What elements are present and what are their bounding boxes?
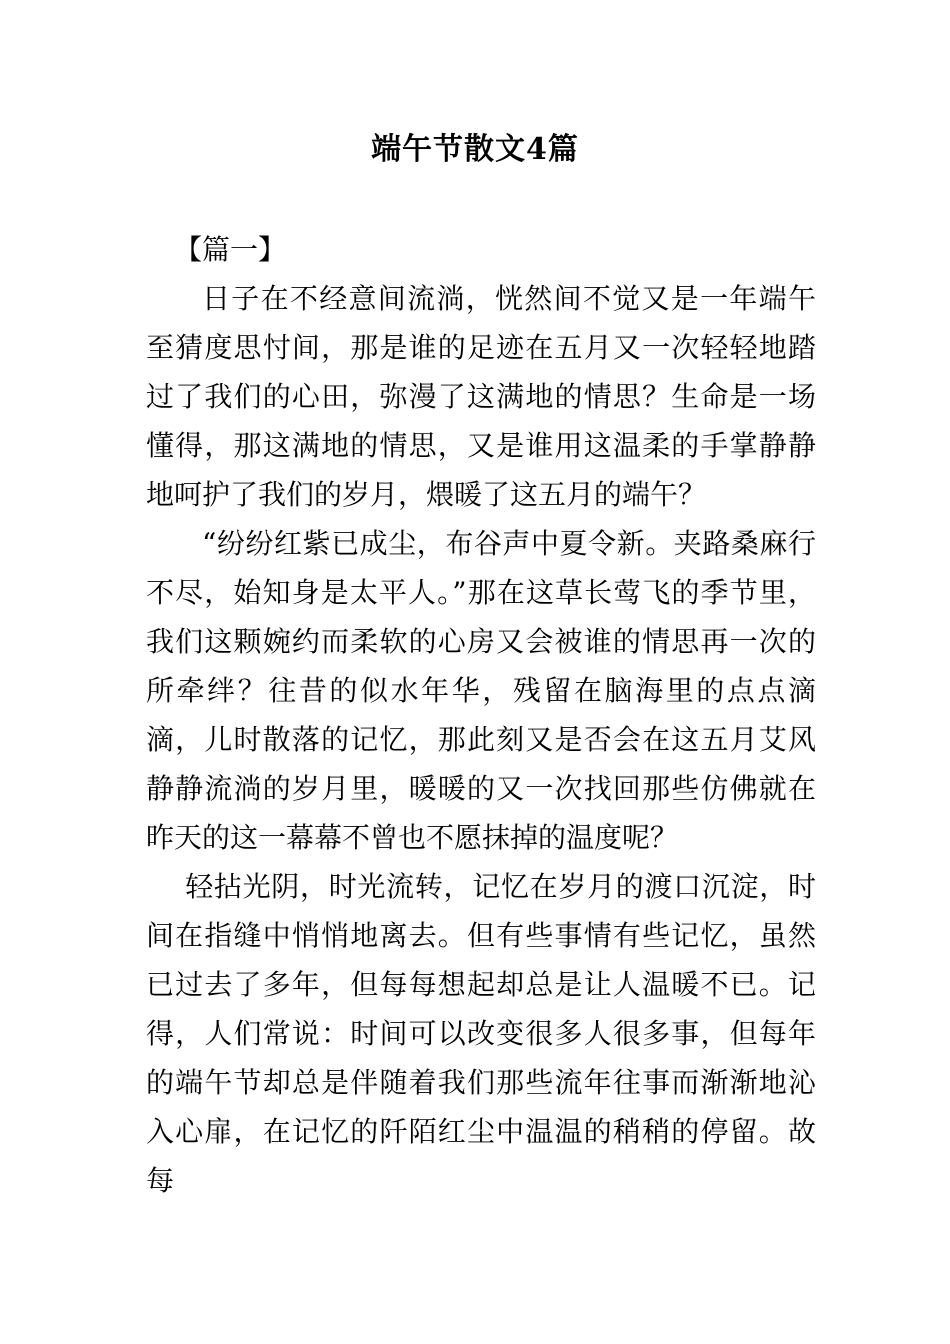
paragraph-2: “纷纷红紫已成尘，布谷声中夏令新。夹路桑麻行不尽，始知身是太平人。”那在这草长莺飞的季节里，我们这颗婉约而柔软的心房又会被谁的情思再一次的所牵绊？往昔的似水年华，残留在脑海里的点点滴滴，儿时散落的记忆，那此刻又是否会在这五月艾风静静流淌的岁月里，暖暖的又一次找回那些仿佛就在昨天的这一幕幕不曾也不愿抹掉的温度呢？ (146, 527, 816, 854)
document-title: 端午节散文4篇 (371, 132, 579, 167)
document-body (146, 226, 816, 1205)
paragraph-3: 轻拈光阴，时光流转，记忆在岁月的渡口沉淀，时间在指缝中悄悄地离去。但有些事情有些记忆，虽然已过去了多年，但每每想起却总是让人温暖不已。记得，人们常说：时间可以改变很多人很多事，但每年的端午节却总是伴随着我们那些流年往事而渐渐地沁入心扉，在记忆的阡陌红尘中温温的稍稍的停留。故每 (146, 870, 816, 1197)
paragraph-1: 日子在不经意间流淌，恍然间不觉又是一年端午至猜度思忖间，那是谁的足迹在五月又一次轻轻地踏过了我们的心田，弥漫了这满地的情思？生命是一场懂得，那这满地的情思，又是谁用这温柔的手掌静静地呵护了我们的岁月，煨暖了这五月的端午？ (146, 282, 816, 511)
section-heading: 【篇一】 (174, 233, 287, 266)
